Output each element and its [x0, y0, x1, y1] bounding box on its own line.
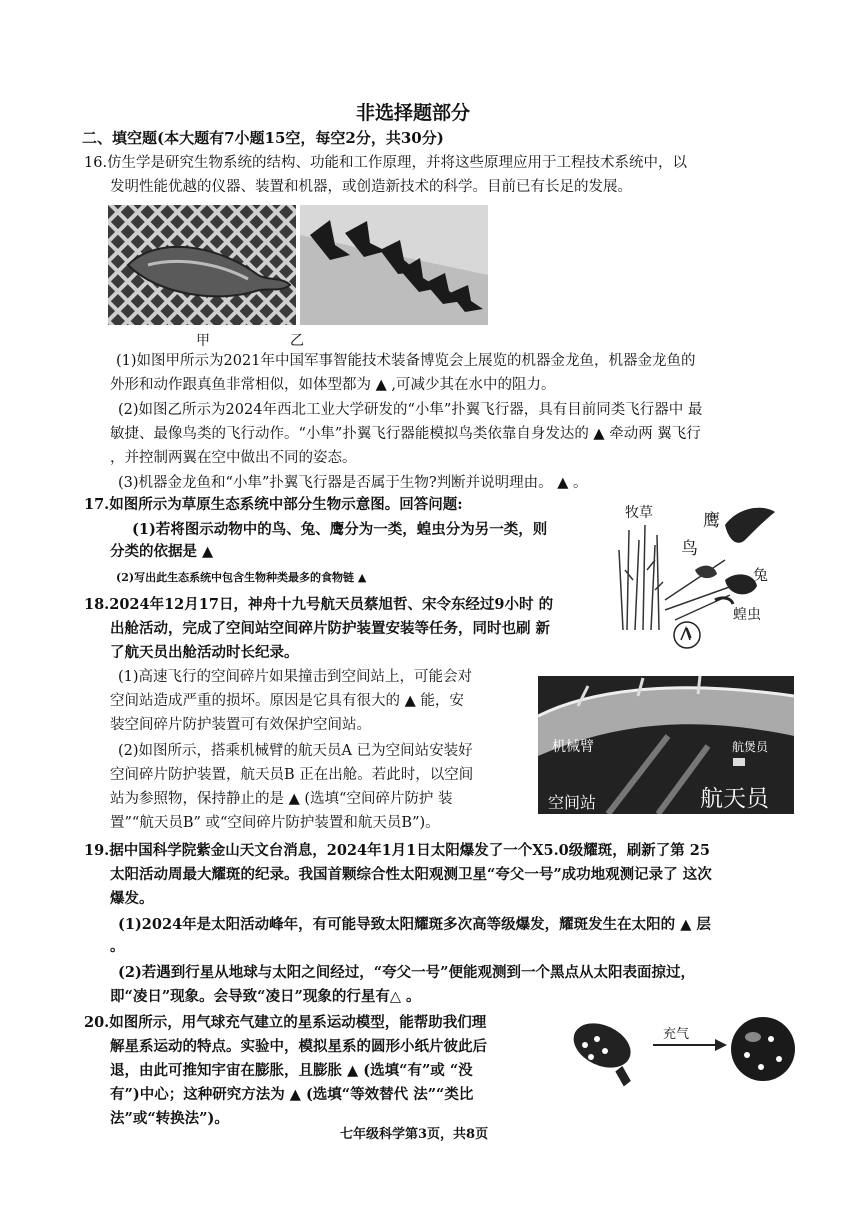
q20-stem-line1: 20.如图所示，用气球充气建立的星系运动模型，能帮助我们理	[84, 1014, 487, 1031]
q16-stem-line2: 发明性能优越的仪器、装置和机器，或创造新技术的科学。目前已有长足的发展。	[110, 179, 632, 195]
figure-label-jia: 甲	[196, 333, 210, 349]
flapping-wing-photo	[300, 205, 488, 325]
page-footer: 七年级科学第3页，共8页	[340, 1127, 489, 1142]
label-robotic-arm: 机械臂	[552, 739, 594, 755]
q19-stem-line2: 太阳活动周最大耀斑的纪录。我国首颗综合性太阳观测卫星“夸父一号”成功地观测记录了 这次	[110, 866, 712, 883]
q16-part2-line2: 敏捷、最像鸟类的飞行动作。“小隼”扑翼飞行器能模拟鸟类依靠自身发达的 ▲ 牵动两 翼飞行	[110, 426, 701, 442]
q19-part2-line2: 即“凌日”现象。会导致“凌日”现象的行星有△ 。	[110, 988, 421, 1005]
q17-part1-line2: 分类的依据是 ▲	[110, 543, 214, 560]
label-suit: 航煲员	[732, 740, 769, 754]
q16-part2-line1: (2)如图乙所示为2024年西北工业大学研发的“小隼”扑翼飞行器，具有目前同类飞行器中 最	[118, 402, 703, 418]
q18-stem-line2: 出舱活动，完成了空间站空间碎片防护装置安装等任务，同时也刷 新	[110, 620, 551, 637]
q18-part1-line2: 空间站造成严重的损坏。原因是它具有很大的 ▲ 能，安	[110, 693, 464, 709]
label-astronaut: 航天员	[700, 786, 769, 812]
balloon-galaxy-figure	[565, 1015, 805, 1095]
q19-stem-line3: 爆发。	[110, 890, 154, 907]
label-inflate: 充气	[663, 1027, 690, 1042]
robot-fish-photo	[108, 205, 296, 325]
label-grass: 牧草	[625, 505, 653, 521]
label-rabbit: 兔	[753, 566, 769, 584]
page-title: 非选择题部分	[356, 102, 471, 124]
label-bird: 鸟	[681, 539, 698, 559]
q18-part2-line1: (2)如图所示，搭乘机械臂的航天员A 已为空间站安装好	[118, 743, 473, 759]
q18-part1-line3: 装空间碎片防护装置可有效保护空间站。	[110, 717, 371, 733]
q18-part2-line3: 站为参照物，保持静止的是 ▲ (选填“空间碎片防护 装	[110, 791, 453, 807]
q20-stem-line4: 有”)中心；这种研究方法为 ▲ (选填“等效替代 法”“类比	[110, 1086, 474, 1103]
q16-stem-line1: 16.仿生学是研究生物系统的结构、功能和工作原理，并将这些原理应用于工程技术系统中，以	[84, 155, 688, 171]
q16-part1-line1: (1)如图甲所示为2021年中国军事智能技术装备博览会上展览的机器金龙鱼，机器金龙鱼的	[116, 353, 696, 369]
label-locust: 蝗虫	[733, 607, 761, 623]
q18-stem-line3: 了航天员出舱活动时长纪录。	[110, 644, 299, 661]
q18-part2-line4: 置”“航天员B” 或“空间碎片防护装置和航天员B”)。	[110, 815, 440, 831]
section-heading: 二、填空题(本大题有7小题15空，每空2分，共30分)	[82, 129, 444, 147]
q19-part1-line1: (1)2024年是太阳活动峰年，有可能导致太阳耀斑多次高等级爆发，耀斑发生在太阳的 ▲ 层	[118, 916, 711, 933]
q16-part3-line1: (3)机器金龙鱼和“小隼”扑翼飞行器是否属于生物?判断并说明理由。 ▲ 。	[118, 475, 588, 491]
q19-part1-line2: 。	[110, 938, 125, 955]
q18-stem-line1: 18.2024年12月17日，神舟十九号航天员蔡旭哲、宋令东经过9小时 的	[84, 596, 554, 613]
label-space-station: 空间站	[548, 793, 597, 812]
grassland-food-web-figure	[615, 500, 780, 650]
q19-stem-line1: 19.据中国科学院紫金山天文台消息，2024年1月1日太阳爆发了一个X5.0级耀斑，刷新了第 25	[84, 842, 710, 859]
q17-part2-line1: (2)写出此生态系统中包含生物种类最多的食物链 ▲	[116, 571, 367, 584]
q18-part2-line2: 空间碎片防护装置，航天员B 正在出舱。若此时，以空间	[110, 767, 474, 783]
q18-part1-line1: (1)高速飞行的空间碎片如果撞击到空间站上，可能会对	[118, 669, 473, 685]
figure-label-yi: 乙	[290, 333, 304, 349]
q20-stem-line3: 退，由此可推知宇宙在膨胀，且膨胀 ▲ (选填“有”或 “没	[110, 1062, 473, 1079]
q16-part2-line3: ，并控制两翼在空中做出不同的姿态。	[110, 450, 357, 466]
q16-part1-line2: 外形和动作跟真鱼非常相似，如体型都为 ▲ ,可减少其在水中的阻力。	[110, 377, 556, 393]
label-eagle: 鹰	[703, 511, 720, 531]
q17-stem: 17.如图所示为草原生态系统中部分生物示意图。回答问题:	[84, 496, 463, 513]
q20-stem-line2: 解星系运动的特点。实验中，模拟星系的圆形小纸片彼此后	[110, 1038, 487, 1055]
space-station-photo	[538, 676, 794, 814]
q17-part1-line1: (1)若将图示动物中的鸟、兔、鹰分为一类，蝗虫分为另一类，则	[132, 521, 548, 538]
q20-stem-line5: 法”或“转换法”)。	[110, 1110, 229, 1127]
q19-part2-line1: (2)若遇到行星从地球与太阳之间经过，“夸父一号”便能观测到一个黑点从太阳表面掠过，	[118, 964, 695, 981]
